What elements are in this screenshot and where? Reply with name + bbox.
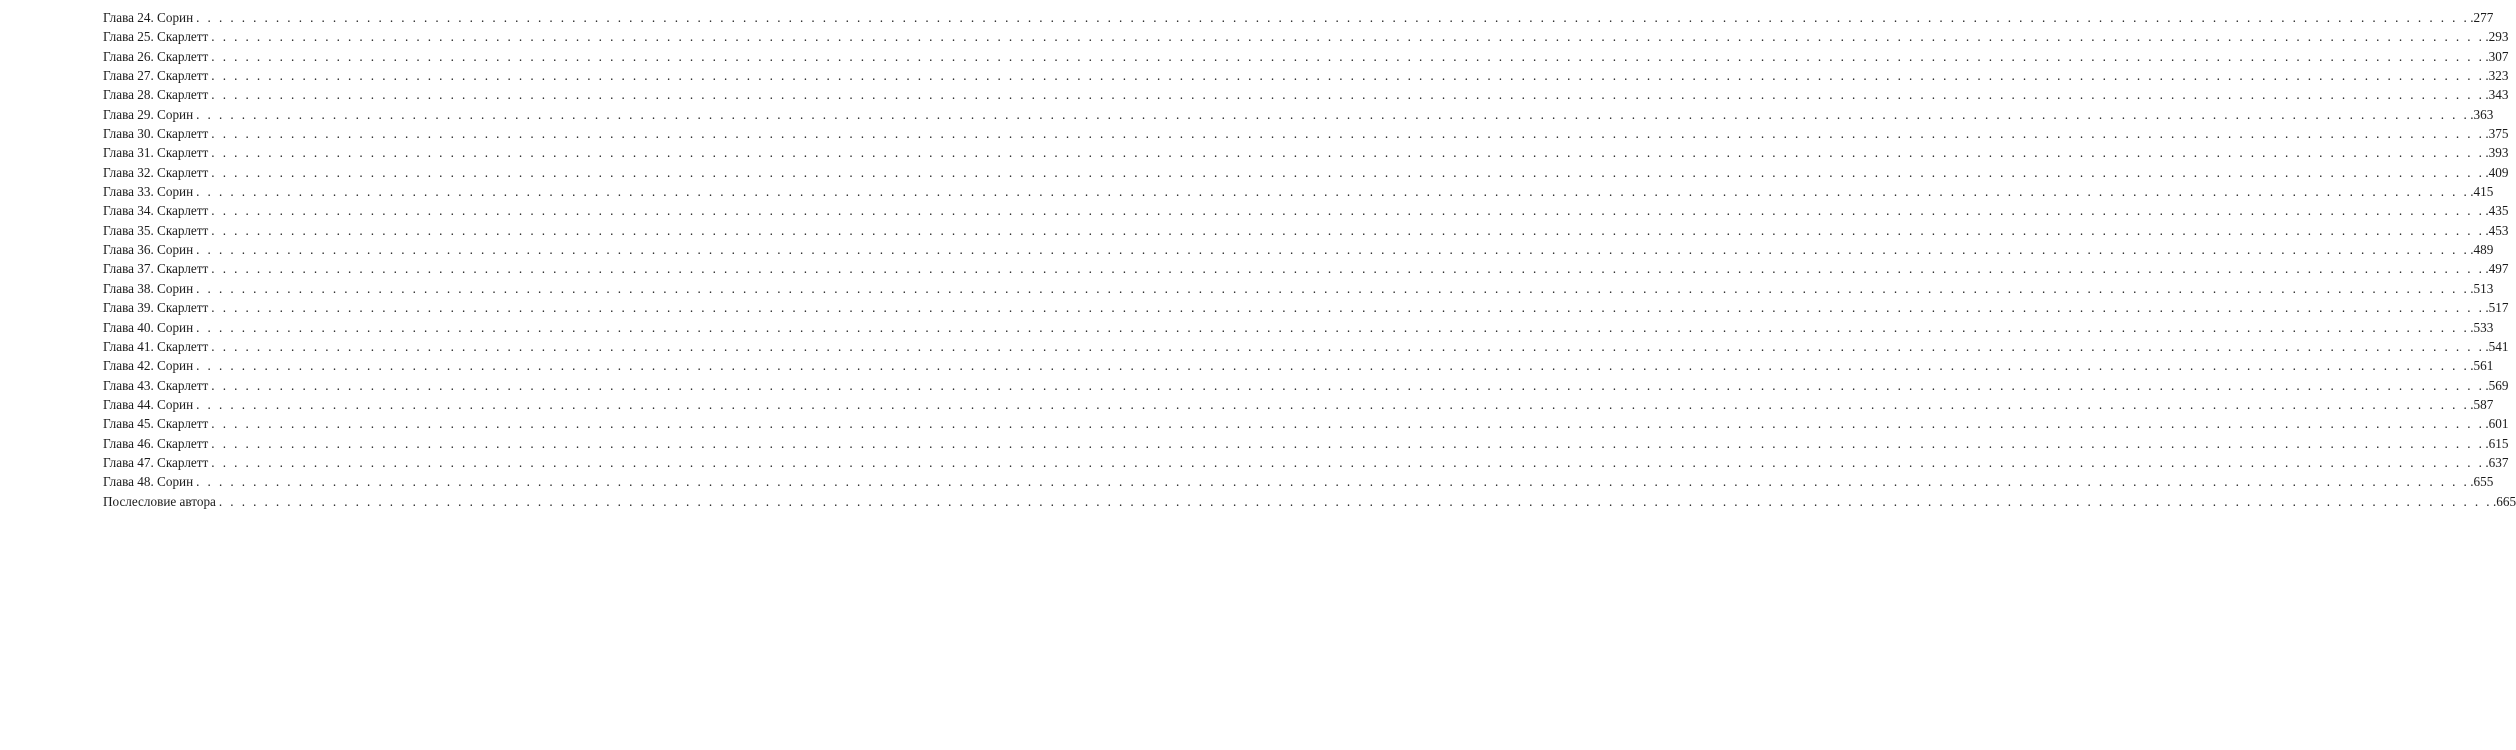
toc-dot-leader: . . . . . . . . . . . . . . . . . . . . . . . . . . . . . . . . . . . . . . . . . . . . . . . . . . . . . . . . . . . . . . . . . . . . . . . . . . . . . . . . . . . . . . . . . . . . . . . . . . . . . . . . . . . . . . . . . . . . . . . . . . . . . . . . . . . . . . . . . . . . . . . . . . . . . . . . . . . . . . . . . . . . . . . . . . . . . . . . . . . . . . . . . . . . . . . . . . . . . . . . xyxy=(196,10,2470,25)
toc-entry-page: .655 xyxy=(2470,474,2494,490)
toc-entry xyxy=(103,8,2494,27)
toc-entry-title: Глава 42. Сорин xyxy=(103,358,194,374)
toc-entry-page: .415 xyxy=(2470,184,2494,200)
toc-entry xyxy=(103,124,2509,143)
toc-entry xyxy=(103,66,2509,85)
toc-dot-leader: . . . . . . . . . . . . . . . . . . . . . . . . . . . . . . . . . . . . . . . . . . . . . . . . . . . . . . . . . . . . . . . . . . . . . . . . . . . . . . . . . . . . . . . . . . . . . . . . . . . . . . . . . . . . . . . . . . . . . . . . . . . . . . . . . . . . . . . . . . . . . . . . . . . . . . . . . . . . . . . . . . . . . . . . . . . . . . . . . . . . . . . . . . . . . . . . . . . . . . . . xyxy=(211,338,2485,354)
toc-entry-page: .489 xyxy=(2470,242,2494,258)
toc-entry xyxy=(103,318,2494,337)
toc-entry xyxy=(103,27,2509,46)
toc-entry-page: .409 xyxy=(2485,164,2509,180)
toc-entry xyxy=(103,298,2509,317)
toc-entry-title: Глава 37. Скарлетт xyxy=(103,261,209,277)
toc-entry-title: Глава 48. Сорин xyxy=(103,474,194,490)
toc-dot-leader: . . . . . . . . . . . . . . . . . . . . . . . . . . . . . . . . . . . . . . . . . . . . . . . . . . . . . . . . . . . . . . . . . . . . . . . . . . . . . . . . . . . . . . . . . . . . . . . . . . . . . . . . . . . . . . . . . . . . . . . . . . . . . . . . . . . . . . . . . . . . . . . . . . . . . . . . . . . . . . . . . . . . . . . . . . . . . . . . . . . . . . . . . . . . . . . . . . . . . . . . xyxy=(211,261,2485,277)
toc-dot-leader: . . . . . . . . . . . . . . . . . . . . . . . . . . . . . . . . . . . . . . . . . . . . . . . . . . . . . . . . . . . . . . . . . . . . . . . . . . . . . . . . . . . . . . . . . . . . . . . . . . . . . . . . . . . . . . . . . . . . . . . . . . . . . . . . . . . . . . . . . . . . . . . . . . . . . . . . . . . . . . . . . . . . . . . . . . . . . . . . . . . . . . . . . . . . . . . . . . . . . . . . xyxy=(211,300,2485,316)
toc-dot-leader: . . . . . . . . . . . . . . . . . . . . . . . . . . . . . . . . . . . . . . . . . . . . . . . . . . . . . . . . . . . . . . . . . . . . . . . . . . . . . . . . . . . . . . . . . . . . . . . . . . . . . . . . . . . . . . . . . . . . . . . . . . . . . . . . . . . . . . . . . . . . . . . . . . . . . . . . . . . . . . . . . . . . . . . . . . . . . . . . . . . . . . . . . . . . . . . . . . . . . . . . xyxy=(196,474,2470,490)
toc-entry-page: .665 xyxy=(2492,493,2516,509)
toc-entry-page: .343 xyxy=(2485,87,2509,103)
toc-entry-page: .277 xyxy=(2470,10,2494,25)
toc-entry-page: .323 xyxy=(2485,68,2509,84)
toc-dot-leader: . . . . . . . . . . . . . . . . . . . . . . . . . . . . . . . . . . . . . . . . . . . . . . . . . . . . . . . . . . . . . . . . . . . . . . . . . . . . . . . . . . . . . . . . . . . . . . . . . . . . . . . . . . . . . . . . . . . . . . . . . . . . . . . . . . . . . . . . . . . . . . . . . . . . . . . . . . . . . . . . . . . . . . . . . . . . . . . . . . . . . . . . . . . . . . . . . . . . . . . . xyxy=(196,358,2470,374)
toc-entry-title: Глава 38. Сорин xyxy=(103,280,194,296)
toc-entry-page: .561 xyxy=(2470,358,2494,374)
toc-entry-title: Глава 25. Скарлетт xyxy=(103,29,209,45)
toc-dot-leader: . . . . . . . . . . . . . . . . . . . . . . . . . . . . . . . . . . . . . . . . . . . . . . . . . . . . . . . . . . . . . . . . . . . . . . . . . . . . . . . . . . . . . . . . . . . . . . . . . . . . . . . . . . . . . . . . . . . . . . . . . . . . . . . . . . . . . . . . . . . . . . . . . . . . . . . . . . . . . . . . . . . . . . . . . . . . . . . . . . . . . . . . . . . . . . . . . . . . . . . . xyxy=(211,145,2485,161)
toc-entry-page: .587 xyxy=(2470,396,2494,412)
toc-dot-leader: . . . . . . . . . . . . . . . . . . . . . . . . . . . . . . . . . . . . . . . . . . . . . . . . . . . . . . . . . . . . . . . . . . . . . . . . . . . . . . . . . . . . . . . . . . . . . . . . . . . . . . . . . . . . . . . . . . . . . . . . . . . . . . . . . . . . . . . . . . . . . . . . . . . . . . . . . . . . . . . . . . . . . . . . . . . . . . . . . . . . . . . . . . . . . . . . . . . . . . . . xyxy=(196,184,2470,200)
toc-entry-page: .393 xyxy=(2485,145,2509,161)
toc-entry-page: .435 xyxy=(2485,203,2509,219)
toc-dot-leader: . . . . . . . . . . . . . . . . . . . . . . . . . . . . . . . . . . . . . . . . . . . . . . . . . . . . . . . . . . . . . . . . . . . . . . . . . . . . . . . . . . . . . . . . . . . . . . . . . . . . . . . . . . . . . . . . . . . . . . . . . . . . . . . . . . . . . . . . . . . . . . . . . . . . . . . . . . . . . . . . . . . . . . . . . . . . . . . . . . . . . . . . . . . . . . . . . . . . . . . . xyxy=(211,126,2485,142)
toc-entry-title: Глава 33. Сорин xyxy=(103,184,194,200)
toc-entry-page: .497 xyxy=(2485,261,2509,277)
toc-entry xyxy=(103,201,2509,220)
toc-entry-title: Глава 27. Скарлетт xyxy=(103,68,209,84)
toc-entry-page: .513 xyxy=(2470,280,2494,296)
toc-dot-leader: . . . . . . . . . . . . . . . . . . . . . . . . . . . . . . . . . . . . . . . . . . . . . . . . . . . . . . . . . . . . . . . . . . . . . . . . . . . . . . . . . . . . . . . . . . . . . . . . . . . . . . . . . . . . . . . . . . . . . . . . . . . . . . . . . . . . . . . . . . . . . . . . . . . . . . . . . . . . . . . . . . . . . . . . . . . . . . . . . . . . . . . . . . . . . . . . . . . . . . . . xyxy=(196,396,2470,412)
toc-entry-page: .533 xyxy=(2470,319,2494,335)
toc-entry-page: .307 xyxy=(2485,48,2509,64)
toc-entry-title: Глава 41. Скарлетт xyxy=(103,338,209,354)
toc-entry-title: Глава 43. Скарлетт xyxy=(103,377,209,393)
toc-entry xyxy=(103,163,2509,182)
toc-entry-title: Глава 29. Сорин xyxy=(103,106,194,122)
toc-entry-page: .363 xyxy=(2470,106,2494,122)
toc-entry xyxy=(103,105,2494,124)
toc-entry xyxy=(103,337,2509,356)
toc-entry-title: Глава 31. Скарлетт xyxy=(103,145,209,161)
toc-entry-title: Глава 26. Скарлетт xyxy=(103,48,209,64)
toc-dot-leader: . . . . . . . . . . . . . . . . . . . . . . . . . . . . . . . . . . . . . . . . . . . . . . . . . . . . . . . . . . . . . . . . . . . . . . . . . . . . . . . . . . . . . . . . . . . . . . . . . . . . . . . . . . . . . . . . . . . . . . . . . . . . . . . . . . . . . . . . . . . . . . . . . . . . . . . . . . . . . . . . . . . . . . . . . . . . . . . . . . . . . . . . . . . . . . . . . . . . . . . . xyxy=(196,319,2470,335)
toc-entry-page: .615 xyxy=(2485,435,2509,451)
toc-entry xyxy=(103,47,2509,66)
toc-entry-page: .541 xyxy=(2485,338,2509,354)
toc-entry-title: Глава 30. Скарлетт xyxy=(103,126,209,142)
toc-entry-title: Глава 47. Скарлетт xyxy=(103,454,209,470)
toc-entry-title: Глава 34. Скарлетт xyxy=(103,203,209,219)
toc-entry-title: Глава 36. Сорин xyxy=(103,242,194,258)
toc-dot-leader: . . . . . . . . . . . . . . . . . . . . . . . . . . . . . . . . . . . . . . . . . . . . . . . . . . . . . . . . . . . . . . . . . . . . . . . . . . . . . . . . . . . . . . . . . . . . . . . . . . . . . . . . . . . . . . . . . . . . . . . . . . . . . . . . . . . . . . . . . . . . . . . . . . . . . . . . . . . . . . . . . . . . . . . . . . . . . . . . . . . . . . . . . . . . . . . . . . . . . . . . xyxy=(211,435,2485,451)
toc-dot-leader: . . . . . . . . . . . . . . . . . . . . . . . . . . . . . . . . . . . . . . . . . . . . . . . . . . . . . . . . . . . . . . . . . . . . . . . . . . . . . . . . . . . . . . . . . . . . . . . . . . . . . . . . . . . . . . . . . . . . . . . . . . . . . . . . . . . . . . . . . . . . . . . . . . . . . . . . . . . . . . . . . . . . . . . . . . . . . . . . . . . . . . . . . . . . . . . . . . . . . . . . xyxy=(196,106,2470,122)
toc-dot-leader: . . . . . . . . . . . . . . . . . . . . . . . . . . . . . . . . . . . . . . . . . . . . . . . . . . . . . . . . . . . . . . . . . . . . . . . . . . . . . . . . . . . . . . . . . . . . . . . . . . . . . . . . . . . . . . . . . . . . . . . . . . . . . . . . . . . . . . . . . . . . . . . . . . . . . . . . . . . . . . . . . . . . . . . . . . . . . . . . . . . . . . . . . . . . . . . . . . . . . . . . xyxy=(211,29,2485,45)
toc-dot-leader: . . . . . . . . . . . . . . . . . . . . . . . . . . . . . . . . . . . . . . . . . . . . . . . . . . . . . . . . . . . . . . . . . . . . . . . . . . . . . . . . . . . . . . . . . . . . . . . . . . . . . . . . . . . . . . . . . . . . . . . . . . . . . . . . . . . . . . . . . . . . . . . . . . . . . . . . . . . . . . . . . . . . . . . . . . . . . . . . . . . . . . . . . . . . . . . . . . . . . . . . xyxy=(196,242,2470,258)
toc-entry-title: Глава 44. Сорин xyxy=(103,396,194,412)
toc-entry xyxy=(103,221,2509,240)
toc-dot-leader: . . . . . . . . . . . . . . . . . . . . . . . . . . . . . . . . . . . . . . . . . . . . . . . . . . . . . . . . . . . . . . . . . . . . . . . . . . . . . . . . . . . . . . . . . . . . . . . . . . . . . . . . . . . . . . . . . . . . . . . . . . . . . . . . . . . . . . . . . . . . . . . . . . . . . . . . . . . . . . . . . . . . . . . . . . . . . . . . . . . . . . . . . . . . . . . . . . . . . . . . xyxy=(211,164,2485,180)
toc-entry-page: .569 xyxy=(2485,377,2509,393)
toc-dot-leader: . . . . . . . . . . . . . . . . . . . . . . . . . . . . . . . . . . . . . . . . . . . . . . . . . . . . . . . . . . . . . . . . . . . . . . . . . . . . . . . . . . . . . . . . . . . . . . . . . . . . . . . . . . . . . . . . . . . . . . . . . . . . . . . . . . . . . . . . . . . . . . . . . . . . . . . . . . . . . . . . . . . . . . . . . . . . . . . . . . . . . . . . . . . . . . . . . . . . . . . . xyxy=(211,377,2485,393)
toc-entry-page: .601 xyxy=(2485,416,2509,432)
toc-entry xyxy=(103,434,2509,453)
toc-dot-leader: . . . . . . . . . . . . . . . . . . . . . . . . . . . . . . . . . . . . . . . . . . . . . . . . . . . . . . . . . . . . . . . . . . . . . . . . . . . . . . . . . . . . . . . . . . . . . . . . . . . . . . . . . . . . . . . . . . . . . . . . . . . . . . . . . . . . . . . . . . . . . . . . . . . . . . . . . . . . . . . . . . . . . . . . . . . . . . . . . . . . . . . . . . . . . . . . . . . . . . . . xyxy=(211,222,2485,238)
toc-entry-title: Глава 35. Скарлетт xyxy=(103,222,209,238)
toc-entry-title: Послесловие автора xyxy=(103,493,216,509)
toc-entry-page: .453 xyxy=(2485,222,2509,238)
toc-entry-page: .293 xyxy=(2485,29,2509,45)
toc-entry-page: .375 xyxy=(2485,126,2509,142)
toc-entry-title: Глава 40. Сорин xyxy=(103,319,194,335)
toc-entry xyxy=(103,182,2494,201)
toc-entry-title: Глава 28. Скарлетт xyxy=(103,87,209,103)
toc-entry xyxy=(103,376,2509,395)
toc-entry xyxy=(103,492,2516,511)
toc-dot-leader: . . . . . . . . . . . . . . . . . . . . . . . . . . . . . . . . . . . . . . . . . . . . . . . . . . . . . . . . . . . . . . . . . . . . . . . . . . . . . . . . . . . . . . . . . . . . . . . . . . . . . . . . . . . . . . . . . . . . . . . . . . . . . . . . . . . . . . . . . . . . . . . . . . . . . . . . . . . . . . . . . . . . . . . . . . . . . . . . . . . . . . . . . . . . . . . . . . . . . . . . xyxy=(211,416,2485,432)
toc-entry xyxy=(103,395,2494,414)
toc-entry xyxy=(103,453,2509,472)
toc-dot-leader: . . . . . . . . . . . . . . . . . . . . . . . . . . . . . . . . . . . . . . . . . . . . . . . . . . . . . . . . . . . . . . . . . . . . . . . . . . . . . . . . . . . . . . . . . . . . . . . . . . . . . . . . . . . . . . . . . . . . . . . . . . . . . . . . . . . . . . . . . . . . . . . . . . . . . . . . . . . . . . . . . . . . . . . . . . . . . . . . . . . . . . . . . . . . . . . . . . . . . . . . xyxy=(218,493,2492,509)
toc-entry-title: Глава 24. Сорин xyxy=(103,10,194,25)
toc-dot-leader: . . . . . . . . . . . . . . . . . . . . . . . . . . . . . . . . . . . . . . . . . . . . . . . . . . . . . . . . . . . . . . . . . . . . . . . . . . . . . . . . . . . . . . . . . . . . . . . . . . . . . . . . . . . . . . . . . . . . . . . . . . . . . . . . . . . . . . . . . . . . . . . . . . . . . . . . . . . . . . . . . . . . . . . . . . . . . . . . . . . . . . . . . . . . . . . . . . . . . . . . xyxy=(211,48,2485,64)
toc-entry-title: Глава 32. Скарлетт xyxy=(103,164,209,180)
toc-entry-title: Глава 46. Скарлетт xyxy=(103,435,209,451)
toc-entry-page: .517 xyxy=(2485,300,2509,316)
toc-entry xyxy=(103,143,2509,162)
toc-dot-leader: . . . . . . . . . . . . . . . . . . . . . . . . . . . . . . . . . . . . . . . . . . . . . . . . . . . . . . . . . . . . . . . . . . . . . . . . . . . . . . . . . . . . . . . . . . . . . . . . . . . . . . . . . . . . . . . . . . . . . . . . . . . . . . . . . . . . . . . . . . . . . . . . . . . . . . . . . . . . . . . . . . . . . . . . . . . . . . . . . . . . . . . . . . . . . . . . . . . . . . . . xyxy=(211,203,2485,219)
toc-entry-page: .637 xyxy=(2485,454,2509,470)
toc-entry xyxy=(103,240,2494,259)
toc-entry xyxy=(103,356,2494,375)
toc-entry-title: Глава 45. Скарлетт xyxy=(103,416,209,432)
toc-dot-leader: . . . . . . . . . . . . . . . . . . . . . . . . . . . . . . . . . . . . . . . . . . . . . . . . . . . . . . . . . . . . . . . . . . . . . . . . . . . . . . . . . . . . . . . . . . . . . . . . . . . . . . . . . . . . . . . . . . . . . . . . . . . . . . . . . . . . . . . . . . . . . . . . . . . . . . . . . . . . . . . . . . . . . . . . . . . . . . . . . . . . . . . . . . . . . . . . . . . . . . . . xyxy=(211,68,2485,84)
toc-entry xyxy=(103,279,2494,298)
toc-entry-title: Глава 39. Скарлетт xyxy=(103,300,209,316)
toc-entry xyxy=(103,472,2494,491)
toc-entry xyxy=(103,259,2509,278)
toc-entry xyxy=(103,85,2509,104)
toc-entry xyxy=(103,414,2509,433)
toc-dot-leader: . . . . . . . . . . . . . . . . . . . . . . . . . . . . . . . . . . . . . . . . . . . . . . . . . . . . . . . . . . . . . . . . . . . . . . . . . . . . . . . . . . . . . . . . . . . . . . . . . . . . . . . . . . . . . . . . . . . . . . . . . . . . . . . . . . . . . . . . . . . . . . . . . . . . . . . . . . . . . . . . . . . . . . . . . . . . . . . . . . . . . . . . . . . . . . . . . . . . . . . . xyxy=(211,454,2485,470)
toc-dot-leader: . . . . . . . . . . . . . . . . . . . . . . . . . . . . . . . . . . . . . . . . . . . . . . . . . . . . . . . . . . . . . . . . . . . . . . . . . . . . . . . . . . . . . . . . . . . . . . . . . . . . . . . . . . . . . . . . . . . . . . . . . . . . . . . . . . . . . . . . . . . . . . . . . . . . . . . . . . . . . . . . . . . . . . . . . . . . . . . . . . . . . . . . . . . . . . . . . . . . . . . . xyxy=(211,87,2485,103)
toc-dot-leader: . . . . . . . . . . . . . . . . . . . . . . . . . . . . . . . . . . . . . . . . . . . . . . . . . . . . . . . . . . . . . . . . . . . . . . . . . . . . . . . . . . . . . . . . . . . . . . . . . . . . . . . . . . . . . . . . . . . . . . . . . . . . . . . . . . . . . . . . . . . . . . . . . . . . . . . . . . . . . . . . . . . . . . . . . . . . . . . . . . . . . . . . . . . . . . . . . . . . . . . . xyxy=(196,280,2470,296)
table-of-contents xyxy=(103,8,2516,511)
